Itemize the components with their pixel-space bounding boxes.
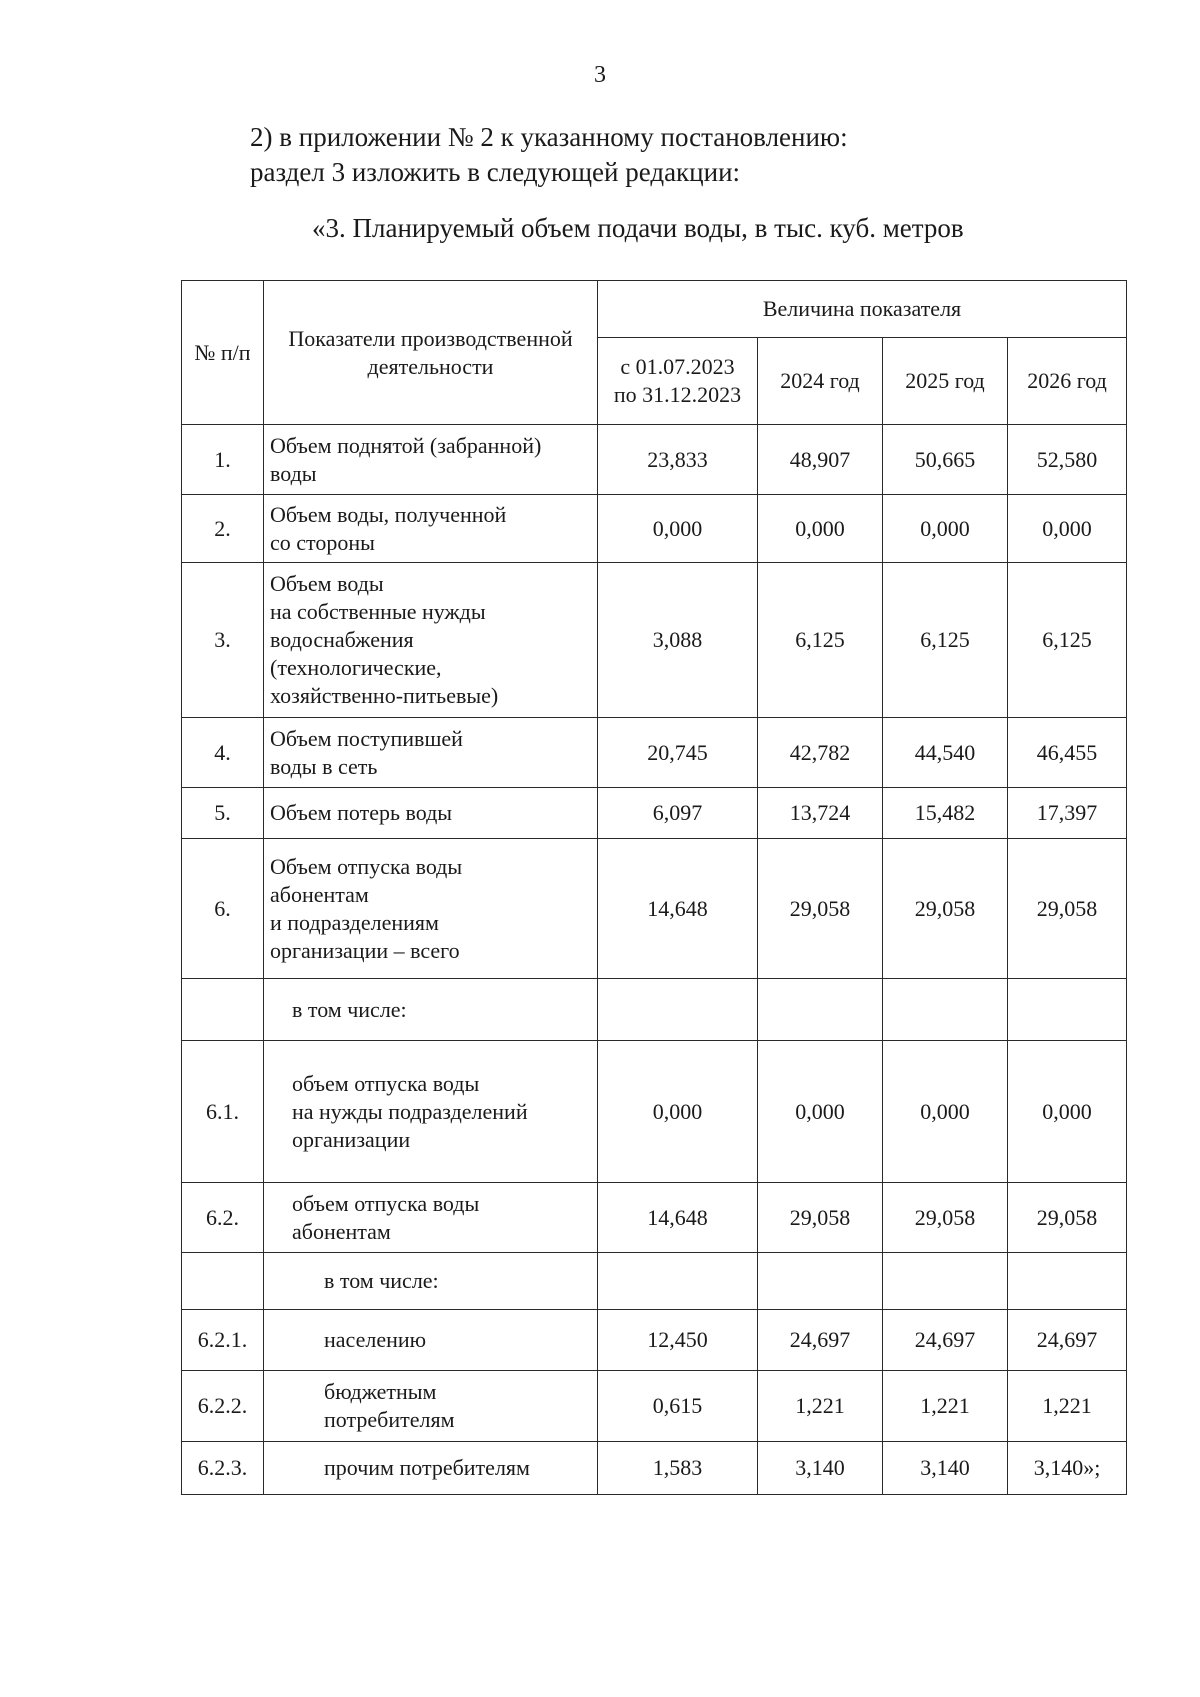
row-indicator-name xyxy=(264,495,598,563)
row-value-3 xyxy=(883,1253,1008,1310)
row-indicator-name xyxy=(264,563,598,718)
row-value-4: 0,000 xyxy=(1008,1041,1127,1183)
table-row xyxy=(182,1310,1127,1371)
row-number: 6.1. xyxy=(182,1041,264,1183)
row-value-4: 29,058 xyxy=(1008,839,1127,979)
row-value-3 xyxy=(883,979,1008,1041)
table-row xyxy=(182,563,1127,718)
row-number: 6.2. xyxy=(182,1183,264,1253)
indicator-name-line: Объем поступившей xyxy=(270,725,463,751)
row-indicator-name xyxy=(264,1371,598,1442)
row-number: 6. xyxy=(182,839,264,979)
row-indicator-name xyxy=(264,979,598,1041)
row-indicator-name xyxy=(264,425,598,495)
row-value-4 xyxy=(1008,1253,1127,1310)
row-value-2: 13,724 xyxy=(758,788,883,839)
intro-text xyxy=(250,120,848,190)
indicator-name-line: воды xyxy=(270,460,317,486)
indicator-name-line: абонентам xyxy=(292,1218,391,1244)
table-row xyxy=(182,1183,1127,1253)
header-period-1-line-1: с 01.07.2023 xyxy=(620,354,735,379)
table-row xyxy=(182,788,1127,839)
row-indicator-name xyxy=(264,788,598,839)
header-period-1-line-2: по 31.12.2023 xyxy=(613,382,742,407)
indicator-name-line: со стороны xyxy=(270,529,375,555)
table-row xyxy=(182,1442,1127,1495)
table-body xyxy=(182,425,1127,1495)
row-value-4: 1,221 xyxy=(1008,1371,1127,1442)
row-value-1: 6,097 xyxy=(598,788,758,839)
row-value-4: 17,397 xyxy=(1008,788,1127,839)
indicator-name-line: прочим потребителям xyxy=(324,1455,530,1480)
row-value-4: 3,140»; xyxy=(1008,1442,1127,1495)
indicator-name-line: Объем потерь воды xyxy=(270,800,453,825)
indicator-name-line: организации – всего xyxy=(270,937,460,963)
header-value-group: Величина показателя xyxy=(598,281,1127,338)
row-value-3: 24,697 xyxy=(883,1310,1008,1371)
table-row xyxy=(182,495,1127,563)
table-row xyxy=(182,1253,1127,1310)
header-year-2026: 2026 год xyxy=(1008,338,1127,425)
row-number xyxy=(182,1253,264,1310)
row-value-2: 48,907 xyxy=(758,425,883,495)
row-value-3: 50,665 xyxy=(883,425,1008,495)
row-value-4: 24,697 xyxy=(1008,1310,1127,1371)
indicator-name-line: абонентам xyxy=(270,881,369,907)
row-value-1: 14,648 xyxy=(598,839,758,979)
row-value-2: 29,058 xyxy=(758,839,883,979)
row-number: 2. xyxy=(182,495,264,563)
table-row xyxy=(182,425,1127,495)
header-indicator: Показатели производственной деятельности xyxy=(264,281,598,425)
row-value-4: 52,580 xyxy=(1008,425,1127,495)
row-value-1: 0,000 xyxy=(598,495,758,563)
row-value-3: 29,058 xyxy=(883,839,1008,979)
row-indicator-name xyxy=(264,1442,598,1495)
row-indicator-name xyxy=(264,839,598,979)
row-value-4: 46,455 xyxy=(1008,718,1127,788)
header-num: № п/п xyxy=(182,281,264,425)
row-value-4: 0,000 xyxy=(1008,495,1127,563)
row-value-3: 0,000 xyxy=(883,495,1008,563)
row-indicator-name xyxy=(264,1183,598,1253)
row-indicator-name xyxy=(264,1253,598,1310)
row-number: 6.2.2. xyxy=(182,1371,264,1442)
row-value-3: 3,140 xyxy=(883,1442,1008,1495)
table-row xyxy=(182,1371,1127,1442)
row-number: 1. xyxy=(182,425,264,495)
row-indicator-name xyxy=(264,1310,598,1371)
table-title: «3. Планируемый объем подачи воды, в тыс. куб. метров xyxy=(312,213,964,243)
table-row xyxy=(182,718,1127,788)
row-number: 6.2.3. xyxy=(182,1442,264,1495)
indicator-name-line: в том числе: xyxy=(292,996,407,1022)
table-row xyxy=(182,979,1127,1041)
indicator-name-line: воды в сеть xyxy=(270,753,378,779)
row-value-1: 3,088 xyxy=(598,563,758,718)
row-value-2: 6,125 xyxy=(758,563,883,718)
row-number: 4. xyxy=(182,718,264,788)
row-value-1: 23,833 xyxy=(598,425,758,495)
row-value-3: 6,125 xyxy=(883,563,1008,718)
row-value-2 xyxy=(758,1253,883,1310)
row-value-4 xyxy=(1008,979,1127,1041)
row-indicator-name xyxy=(264,1041,598,1183)
row-value-4: 29,058 xyxy=(1008,1183,1127,1253)
indicator-name-line: (технологические, xyxy=(270,655,442,680)
row-indicator-name xyxy=(264,718,598,788)
row-value-2: 3,140 xyxy=(758,1442,883,1495)
indicator-name-line: организации xyxy=(292,1126,411,1152)
row-number: 3. xyxy=(182,563,264,718)
indicator-name-line: Объем воды, полученной xyxy=(270,501,507,527)
intro-line-2: раздел 3 изложить в следующей редакции: xyxy=(250,157,741,187)
indicator-name-line: на нужды подразделений xyxy=(292,1098,528,1124)
row-value-3: 29,058 xyxy=(883,1183,1008,1253)
row-value-2: 0,000 xyxy=(758,1041,883,1183)
indicator-name-line: и подразделениям xyxy=(270,909,439,935)
row-value-2: 1,221 xyxy=(758,1371,883,1442)
row-number xyxy=(182,979,264,1041)
row-value-2: 42,782 xyxy=(758,718,883,788)
row-value-1 xyxy=(598,1253,758,1310)
row-value-4: 6,125 xyxy=(1008,563,1127,718)
row-value-2 xyxy=(758,979,883,1041)
row-value-3: 1,221 xyxy=(883,1371,1008,1442)
row-value-3: 15,482 xyxy=(883,788,1008,839)
indicator-name-line: населению xyxy=(324,1327,427,1352)
row-number: 5. xyxy=(182,788,264,839)
row-value-1: 0,000 xyxy=(598,1041,758,1183)
header-period-1 xyxy=(598,338,758,425)
indicator-name-line: хозяйственно-питьевые) xyxy=(270,683,499,708)
row-value-2: 0,000 xyxy=(758,495,883,563)
header-year-2025: 2025 год xyxy=(883,338,1008,425)
indicator-name-line: в том числе: xyxy=(324,1268,439,1293)
row-value-2: 24,697 xyxy=(758,1310,883,1371)
indicator-name-line: Объем отпуска воды xyxy=(270,853,463,879)
table-row xyxy=(182,839,1127,979)
row-value-3: 0,000 xyxy=(883,1041,1008,1183)
indicator-name-line: объем отпуска воды xyxy=(292,1190,480,1216)
row-value-3: 44,540 xyxy=(883,718,1008,788)
indicator-name-line: на собственные нужды xyxy=(270,599,486,624)
indicator-name-line: потребителям xyxy=(324,1407,455,1432)
row-value-2: 29,058 xyxy=(758,1183,883,1253)
row-number: 6.2.1. xyxy=(182,1310,264,1371)
indicator-name-line: Объем воды xyxy=(270,571,384,596)
row-value-1: 20,745 xyxy=(598,718,758,788)
row-value-1: 14,648 xyxy=(598,1183,758,1253)
row-value-1: 1,583 xyxy=(598,1442,758,1495)
row-value-1: 12,450 xyxy=(598,1310,758,1371)
table-row xyxy=(182,1041,1127,1183)
indicator-name-line: объем отпуска воды xyxy=(292,1070,480,1096)
intro-line-1: 2) в приложении № 2 к указанному постановлению: xyxy=(250,122,848,152)
indicator-name-line: бюджетным xyxy=(324,1379,437,1404)
water-supply-table xyxy=(181,280,1127,1495)
page-number: 3 xyxy=(594,62,606,88)
row-value-1 xyxy=(598,979,758,1041)
header-year-2024: 2024 год xyxy=(758,338,883,425)
indicator-name-line: Объем поднятой (забранной) xyxy=(270,432,542,458)
row-value-1: 0,615 xyxy=(598,1371,758,1442)
indicator-name-line: водоснабжения xyxy=(270,627,414,652)
